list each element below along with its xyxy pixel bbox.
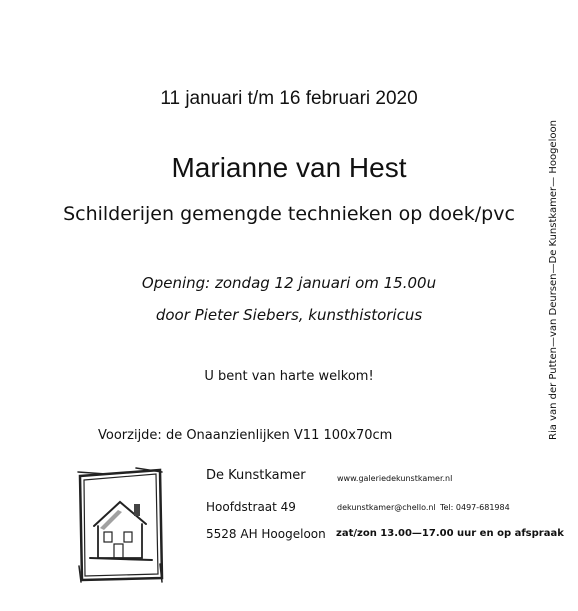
- gallery-name: De Kunstkamer: [206, 468, 306, 483]
- gallery-phone: Tel: 0497-681984: [440, 503, 510, 512]
- gallery-website-link[interactable]: www.galeriedekunstkamer.nl: [337, 474, 453, 483]
- exhibition-dates: 11 januari t/m 16 februari 2020: [160, 88, 418, 109]
- exhibition-subtitle: Schilderijen gemengde technieken op doek/pvc: [63, 203, 515, 225]
- artist-name: Marianne van Hest: [171, 152, 407, 183]
- gallery-city: 5528 AH Hoogeloon: [206, 527, 326, 541]
- house-sketch-icon: [76, 466, 164, 584]
- gallery-street: Hoofdstraat 49: [206, 500, 296, 514]
- front-image-caption: Voorzijde: de Onaanzienlijken V11 100x70cm: [98, 428, 393, 443]
- welcome-text: U bent van harte welkom!: [204, 369, 374, 384]
- vertical-credit: Ria van der Putten—van Deursen—De Kunstkamer— Hoogeloon: [548, 120, 559, 440]
- opening-info: Opening: zondag 12 januari om 15.00u: [141, 274, 437, 292]
- gallery-email-link[interactable]: dekunstkamer@chello.nl: [337, 503, 436, 512]
- opening-speaker: door Pieter Siebers, kunsthistoricus: [155, 306, 423, 324]
- opening-hours: zat/zon 13.00—17.00 uur en op afspraak: [336, 528, 564, 539]
